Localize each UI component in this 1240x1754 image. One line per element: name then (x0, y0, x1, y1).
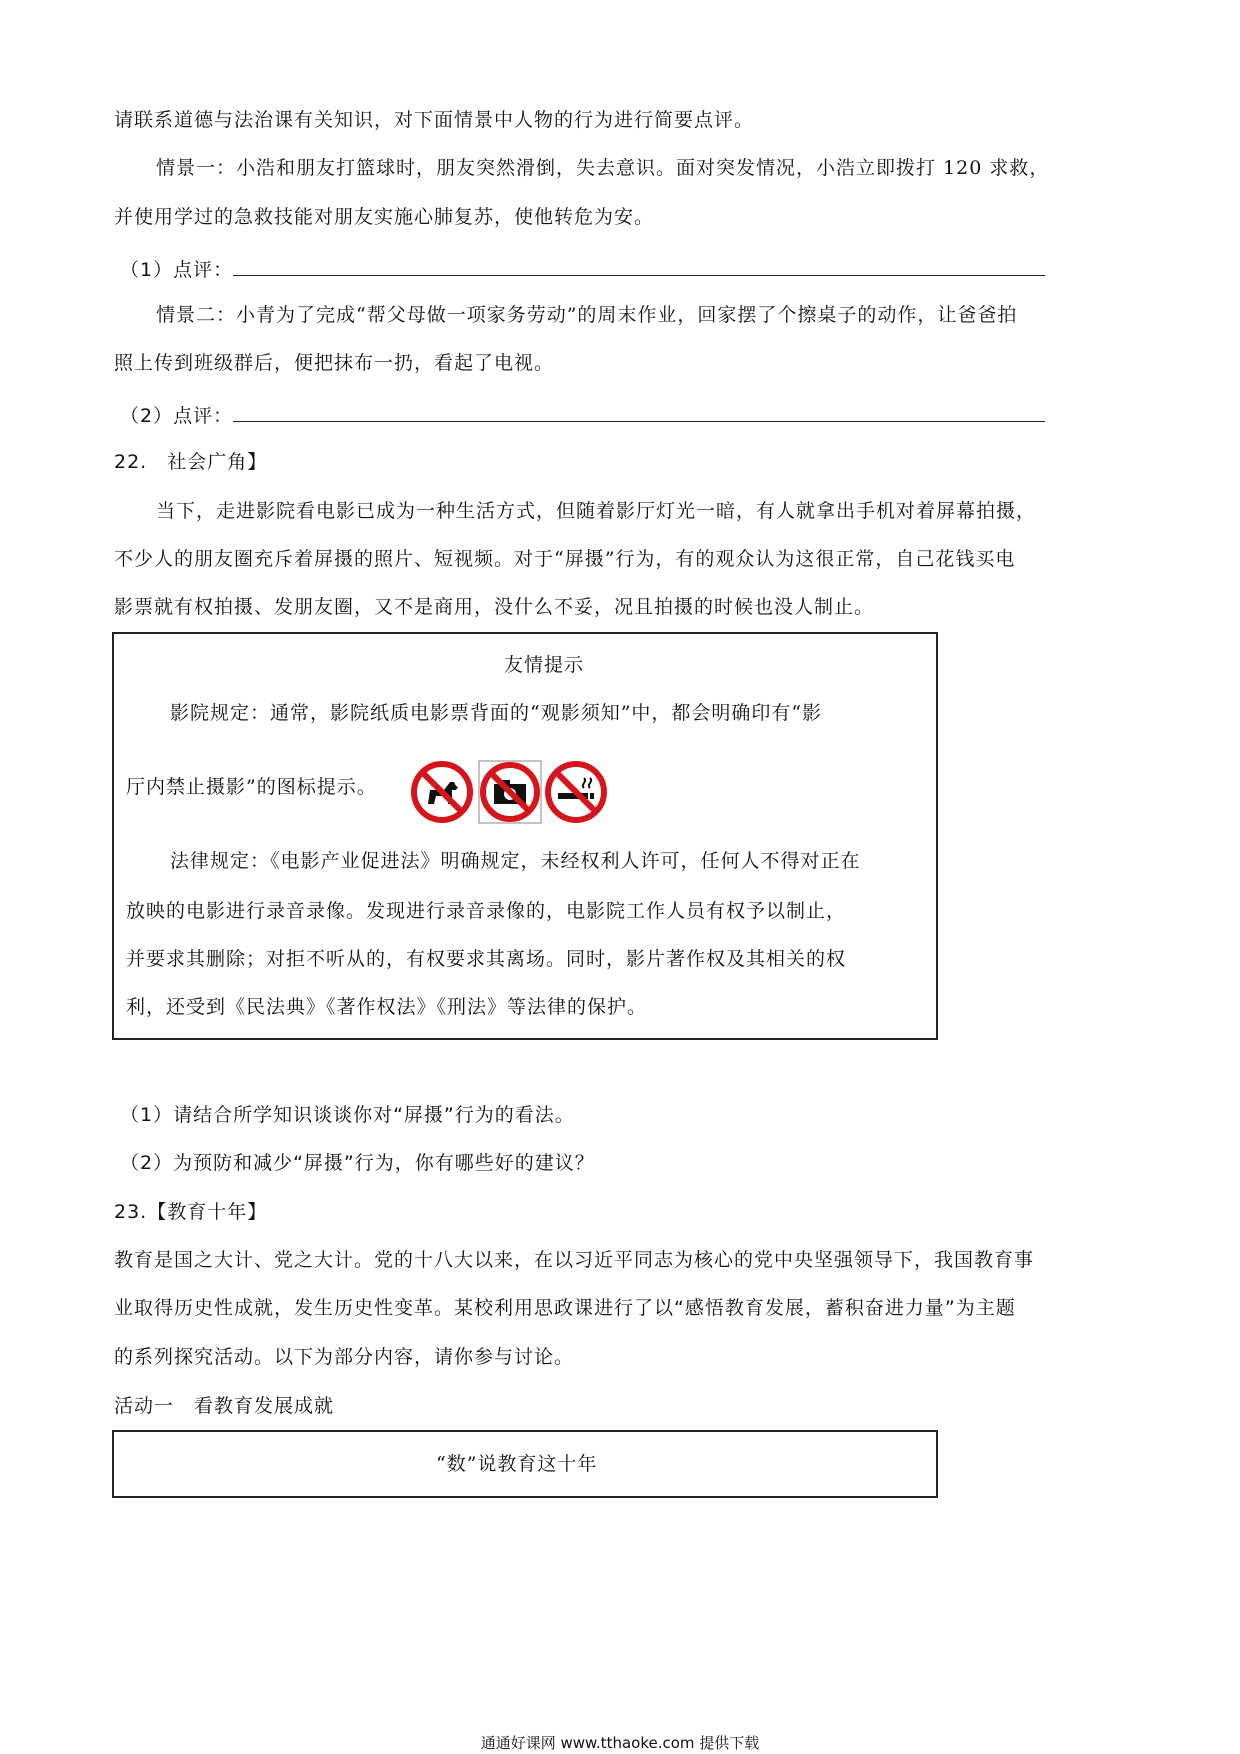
no-camera-icon (478, 760, 542, 824)
scene1-line2: 并使用学过的急救技能对朋友实施心肺复苏，使他转危为安。 (114, 206, 655, 228)
q22-para-line2: 不少人的朋友圈充斥着屏摄的照片、短视频。对于“屏摄”行为，有的观众认为这很正常，自己花钱买电 (114, 548, 1016, 570)
scene2-line1: 情景二：小青为了完成“帮父母做一项家务劳动”的周末作业，回家摆了个擦桌子的动作，让爸爸拍 (156, 304, 1018, 326)
q23-para-line1: 教育是国之大计、党之大计。党的十八大以来，在以习近平同志为核心的党中央坚强领导下，我国教育事 (114, 1249, 1035, 1271)
q23-heading: 23.【教育十年】 (114, 1201, 268, 1223)
scene1-line1: 情景一：小浩和朋友打篮球时，朋友突然滑倒，失去意识。面对突发情况，小浩立即拨打 120 求救， (156, 157, 1050, 179)
cinema-rule-line1: 影院规定：通常，影院纸质电影票背面的“观影须知”中，都会明确印有“影 (170, 702, 823, 724)
education-box-title: “数”说教育这十年 (436, 1453, 598, 1475)
q22-heading: 22. 社会广角】 (114, 451, 268, 473)
q23-para-line2: 业取得历史性成就，发生历史性变革。某校利用思政课进行了以“感悟教育发展，蓄积奋进力量”为主题 (114, 1297, 1016, 1319)
friendly-tip-title: 友情提示 (504, 654, 585, 676)
q23-activity: 活动一 看教育发展成就 (114, 1395, 335, 1417)
q22-sub2: （2）为预防和减少“屏摄”行为，你有哪些好的建议？ (120, 1152, 595, 1174)
comment-1-row (120, 255, 1045, 283)
no-smoking-icon (544, 760, 608, 824)
q22-para-line1: 当下，走进影院看电影已成为一种生活方式，但随着影厅灯光一暗，有人就拿出手机对着屏幕拍摄， (156, 500, 1037, 522)
law-rule-line4: 利，还受到《民法典》《著作权法》《刑法》等法律的保护。 (126, 996, 648, 1018)
no-dogs-icon (410, 760, 474, 824)
q22-para-line3: 影票就有权拍摄、发朋友圈，又不是商用，没什么不妥，况且拍摄的时候也没人制止。 (114, 596, 875, 618)
comment-1-blank[interactable] (233, 255, 1045, 276)
scene2-line2: 照上传到班级群后，便把抹布一扔，看起了电视。 (114, 352, 555, 374)
q22-sub1: （1）请结合所学知识谈谈你对“屏摄”行为的看法。 (120, 1104, 575, 1126)
law-rule-line2: 放映的电影进行录音录像。发现进行录音录像的，电影院工作人员有权予以制止， (126, 900, 847, 922)
comment-2-row (120, 401, 1045, 429)
comment-1-label: （1）点评： (120, 259, 234, 281)
intro-text: 请联系道德与法治课有关知识，对下面情景中人物的行为进行简要点评。 (114, 109, 755, 131)
law-rule-line1: 法律规定：《电影产业促进法》明确规定，未经权利人许可，任何人不得对正在 (170, 850, 861, 872)
friendly-tip-box (112, 632, 938, 1040)
footer-credit: 通通好课网 www.tthaoke.com 提供下载 (480, 1734, 760, 1752)
cinema-rule-line2: 厅内禁止摄影”的图标提示。 (126, 776, 377, 798)
comment-2-label: （2）点评： (120, 405, 234, 427)
comment-2-blank[interactable] (233, 401, 1045, 422)
q23-para-line3: 的系列探究活动。以下为部分内容，请你参与讨论。 (114, 1346, 575, 1368)
law-rule-line3: 并要求其删除；对拒不听从的，有权要求其离场。同时，影片著作权及其相关的权 (126, 948, 847, 970)
